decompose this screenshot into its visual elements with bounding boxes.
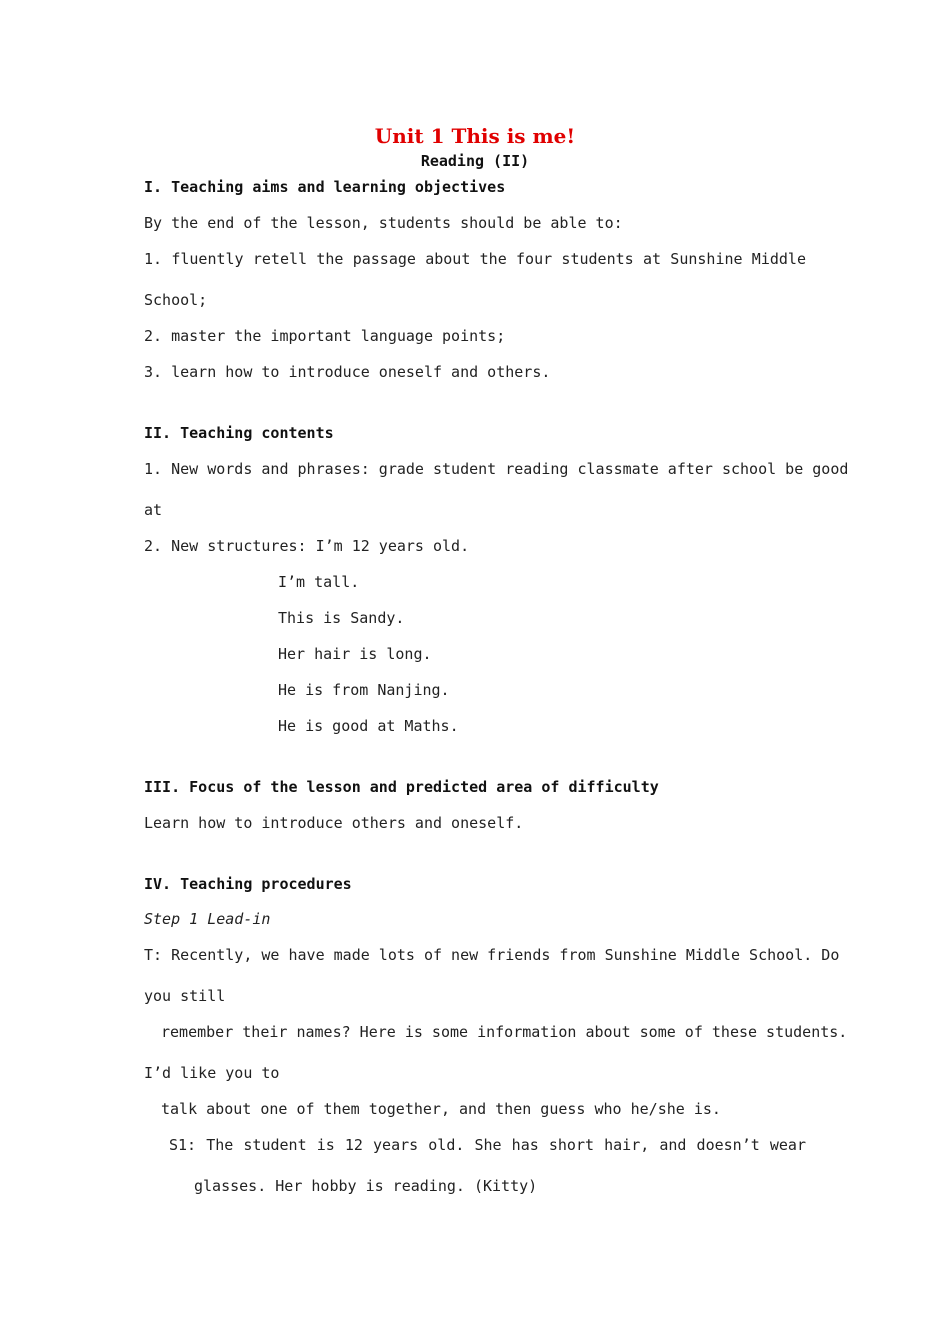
aims-item-1-cont: School; <box>144 291 208 309</box>
aims-item-3: 3. learn how to introduce oneself and others. <box>144 363 551 381</box>
teacher-line-3: remember their names? Here is some information about some of these students. <box>161 1023 848 1041</box>
section-heading-contents: II. Teaching contents <box>144 424 334 442</box>
structure-line: He is good at Maths. <box>278 717 459 735</box>
aims-item-1: 1. fluently retell the passage about the four students at Sunshine Middle <box>144 250 806 268</box>
section-heading-aims: I. Teaching aims and learning objectives <box>144 178 506 196</box>
structure-line: I’m tall. <box>278 573 360 591</box>
section-heading-focus: III. Focus of the lesson and predicted area of difficulty <box>144 778 659 796</box>
step-1-heading: Step 1 Lead-in <box>144 910 271 928</box>
teacher-line-2: you still <box>144 987 226 1005</box>
contents-item-1: 1. New words and phrases: grade student reading classmate after school be good <box>144 460 849 478</box>
contents-item-1-cont: at <box>144 501 163 519</box>
focus-text: Learn how to introduce others and oneself. <box>144 814 524 832</box>
document-title: Unit 1 This is me! <box>374 124 576 148</box>
aims-item-2: 2. master the important language points; <box>144 327 506 345</box>
structure-line: Her hair is long. <box>278 645 432 663</box>
structure-line: He is from Nanjing. <box>278 681 450 699</box>
teacher-line-5: talk about one of them together, and then guess who he/she is. <box>161 1100 721 1118</box>
student-line-2: glasses. Her hobby is reading. (Kitty) <box>194 1177 538 1195</box>
teacher-line-4: I’d like you to <box>144 1064 280 1082</box>
section-heading-procedures: IV. Teaching procedures <box>144 875 352 893</box>
aims-intro: By the end of the lesson, students should be able to: <box>144 214 623 232</box>
student-line-1: S1: The student is 12 years old. She has short hair, and doesn’t wear <box>169 1136 806 1154</box>
teacher-line-1: T: Recently, we have made lots of new friends from Sunshine Middle School. Do <box>144 946 840 964</box>
contents-item-2: 2. New structures: I’m 12 years old. <box>144 537 470 555</box>
structure-line: This is Sandy. <box>278 609 405 627</box>
document-subtitle: Reading (II) <box>420 152 530 170</box>
